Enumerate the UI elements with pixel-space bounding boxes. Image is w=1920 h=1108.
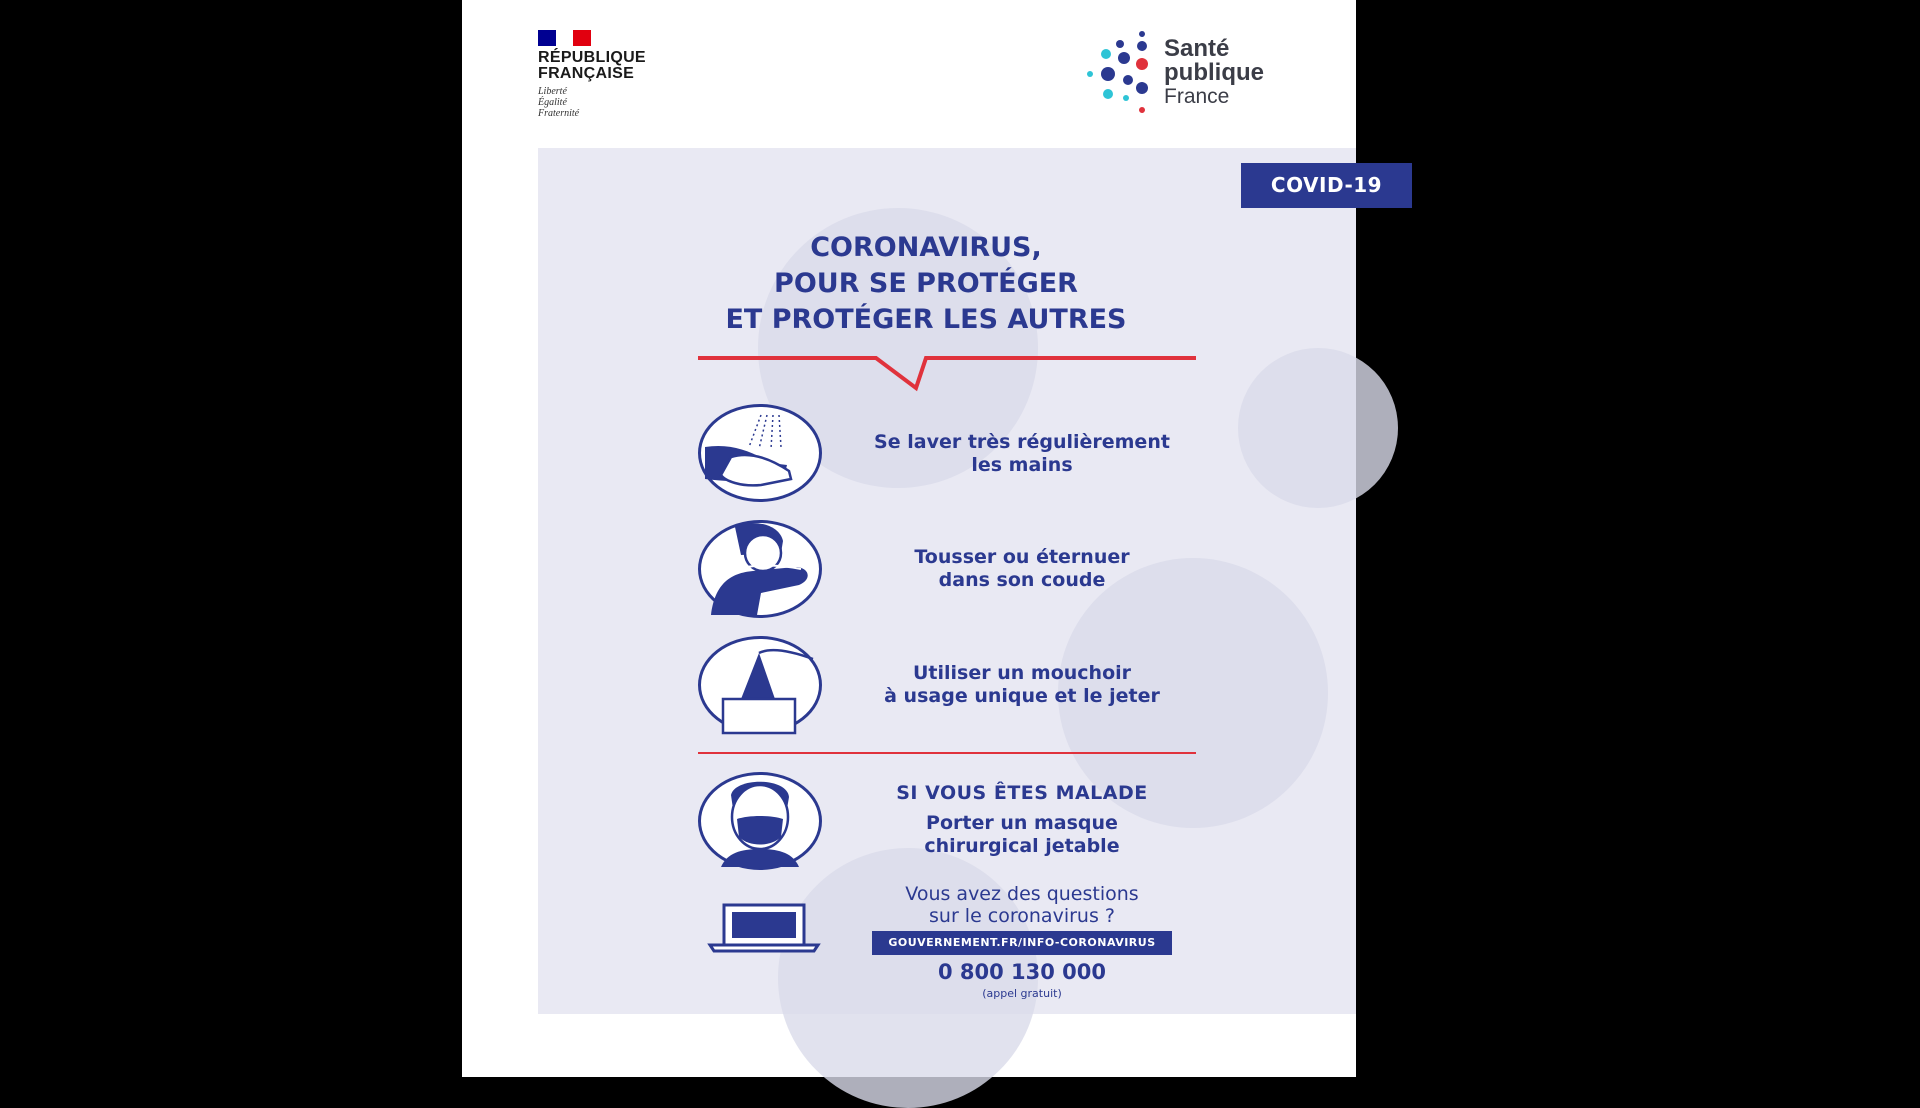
step-line: dans son coude: [938, 569, 1106, 591]
question-line: sur le coronavirus ?: [929, 905, 1115, 927]
french-flag-icon: [538, 30, 591, 46]
title-line: POUR SE PROTÉGER: [774, 268, 1078, 299]
title-line: ET PROTÉGER LES AUTRES: [725, 304, 1127, 335]
phone-number[interactable]: 0 800 130 000: [937, 960, 1107, 984]
sante-publique-text: [1164, 37, 1264, 109]
republique-francaise-logo: [538, 30, 646, 119]
step-tissue-text: [842, 662, 1202, 708]
info-url-link[interactable]: GOUVERNEMENT.FR/INFO-CORONAVIRUS: [872, 931, 1172, 955]
sante-publique-france-logo: [1084, 28, 1264, 118]
step-cough-text: [842, 546, 1202, 592]
question-line: Vous avez des questions: [905, 883, 1139, 905]
cough-elbow-icon: [698, 520, 822, 618]
dots-icon: [1084, 28, 1154, 118]
motto-egalite: Égalité: [538, 97, 567, 108]
france-line: France: [1164, 85, 1230, 108]
step-line: Tousser ou éternuer: [914, 546, 1130, 568]
poster-page: [462, 0, 1383, 1077]
step-line: à usage unique et le jeter: [884, 685, 1160, 707]
phone-note: (appel gratuit): [982, 987, 1062, 1000]
speech-bubble-divider: [696, 350, 1198, 396]
covid-19-badge: COVID-19: [1241, 163, 1412, 208]
publique-line: publique: [1164, 59, 1264, 86]
republique-line2: FRANÇAISE: [538, 65, 635, 82]
sante-line: Santé: [1164, 35, 1230, 62]
motto-fraternite: Fraternité: [538, 108, 580, 119]
step-handwashing-text: [842, 431, 1202, 477]
title-line: CORONAVIRUS,: [810, 232, 1042, 263]
sick-line: Porter un masque: [926, 812, 1118, 834]
section-divider: [698, 752, 1196, 754]
sick-instruction-text: [842, 812, 1202, 858]
handwashing-icon: [698, 404, 822, 502]
poster-panel: [538, 148, 1383, 1014]
republique-motto: [538, 86, 646, 119]
tissue-icon: [698, 636, 822, 734]
poster-title: [656, 230, 1196, 338]
sick-line: chirurgical jetable: [924, 835, 1120, 857]
face-mask-icon: [698, 772, 822, 870]
step-line: Utiliser un mouchoir: [913, 662, 1131, 684]
virus-illustration: [1238, 348, 1398, 508]
republique-line1: RÉPUBLIQUE: [538, 49, 646, 66]
questions-text: [842, 883, 1202, 927]
sick-heading: SI VOUS ÊTES MALADE: [896, 782, 1148, 804]
step-line: Se laver très régulièrement: [874, 431, 1170, 453]
step-line: les mains: [971, 454, 1073, 476]
laptop-icon: [706, 903, 822, 953]
motto-liberte: Liberté: [538, 86, 567, 97]
